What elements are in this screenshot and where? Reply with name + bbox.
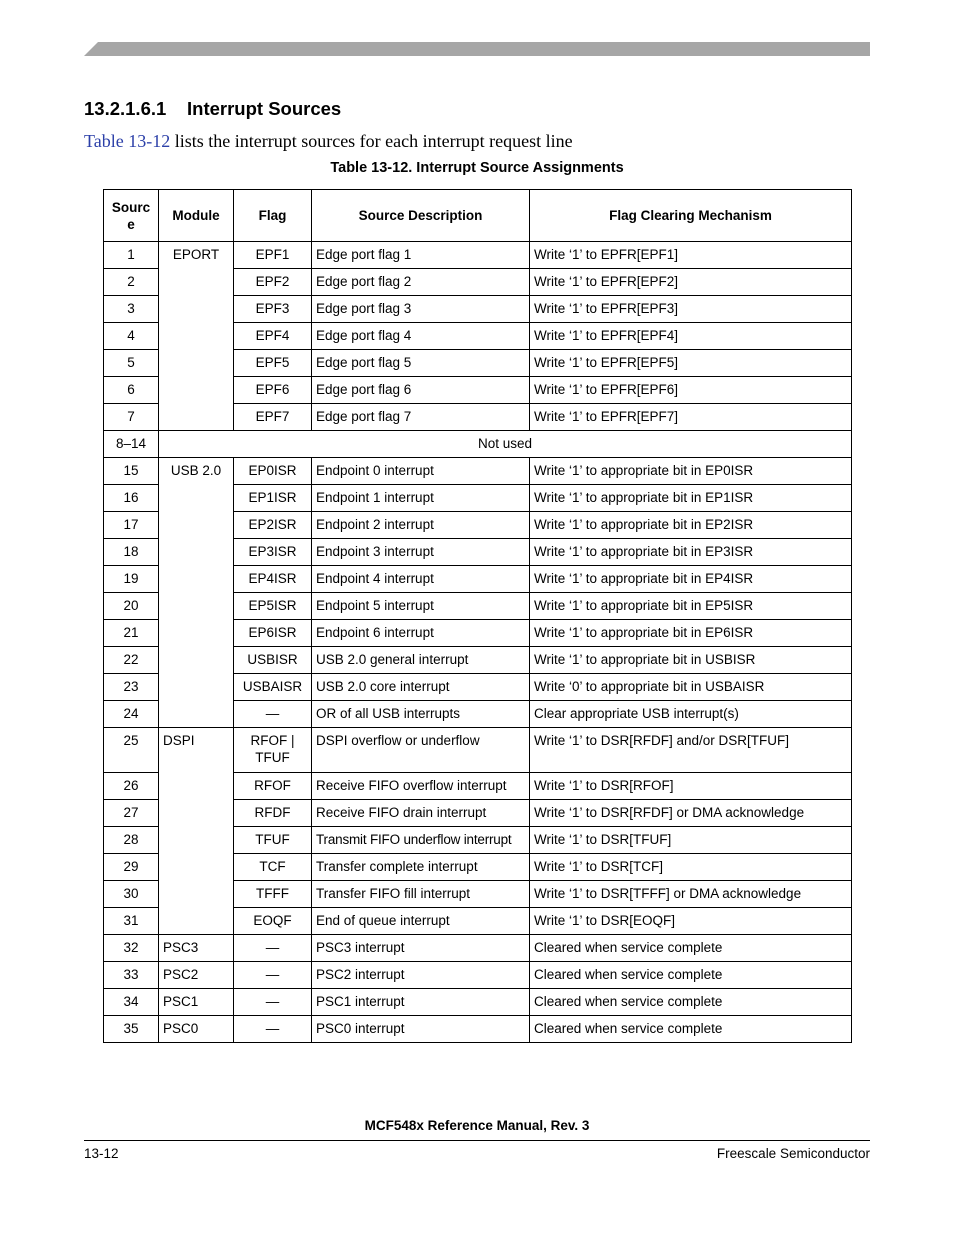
flag-cell: TFFF <box>234 881 312 908</box>
header-clearing: Flag Clearing Mechanism <box>530 190 852 242</box>
table-row <box>104 962 852 989</box>
source-cell: 21 <box>104 620 159 647</box>
description-cell: Endpoint 3 interrupt <box>312 539 530 566</box>
table-row <box>104 1016 852 1043</box>
description-cell: PSC3 interrupt <box>312 935 530 962</box>
footer-manual-title: MCF548x Reference Manual, Rev. 3 <box>364 1118 590 1133</box>
description-cell: Edge port flag 6 <box>312 377 530 404</box>
clearing-cell: Write ‘1’ to EPFR[EPF4] <box>530 323 852 350</box>
flag-cell: EOQF <box>234 908 312 935</box>
flag-cell: EPF2 <box>234 269 312 296</box>
flag-cell: EPF5 <box>234 350 312 377</box>
source-cell: 22 <box>104 647 159 674</box>
not-used-cell: Not used <box>159 431 852 458</box>
source-cell: 25 <box>104 728 159 773</box>
flag-cell: EP0ISR <box>234 458 312 485</box>
flag-cell: USBISR <box>234 647 312 674</box>
source-cell: 27 <box>104 800 159 827</box>
description-cell: OR of all USB interrupts <box>312 701 530 728</box>
clearing-cell: Write ‘1’ to DSR[RFOF] <box>530 773 852 800</box>
source-cell: 19 <box>104 566 159 593</box>
clearing-cell: Write ‘0’ to appropriate bit in USBAISR <box>530 674 852 701</box>
source-cell: 15 <box>104 458 159 485</box>
clearing-cell: Write ‘1’ to appropriate bit in USBISR <box>530 647 852 674</box>
header-description: Source Description <box>312 190 530 242</box>
description-cell: USB 2.0 general interrupt <box>312 647 530 674</box>
flag-cell: USBAISR <box>234 674 312 701</box>
flag-cell: — <box>234 962 312 989</box>
source-cell: 4 <box>104 323 159 350</box>
source-cell: 1 <box>104 242 159 269</box>
source-cell: 35 <box>104 1016 159 1043</box>
flag-cell: TFUF <box>234 827 312 854</box>
flag-cell: RFOF <box>234 773 312 800</box>
section-title: Interrupt Sources <box>187 98 342 119</box>
table-row <box>104 989 852 1016</box>
flag-cell: EP3ISR <box>234 539 312 566</box>
table-header-row <box>104 190 852 242</box>
clearing-cell: Write ‘1’ to EPFR[EPF1] <box>530 242 852 269</box>
section-heading <box>84 98 341 120</box>
description-cell: Transmit FIFO underflow interrupt <box>312 827 530 854</box>
module-cell: USB 2.0 <box>159 458 234 728</box>
clearing-cell: Write ‘1’ to DSR[TCF] <box>530 854 852 881</box>
source-cell: 26 <box>104 773 159 800</box>
intro-paragraph <box>84 131 573 152</box>
source-cell: 5 <box>104 350 159 377</box>
table-title: Table 13-12. Interrupt Source Assignments <box>330 160 624 176</box>
flag-cell: EPF7 <box>234 404 312 431</box>
description-cell: Edge port flag 5 <box>312 350 530 377</box>
description-cell: USB 2.0 core interrupt <box>312 674 530 701</box>
source-cell: 2 <box>104 269 159 296</box>
flag-cell: RFDF <box>234 800 312 827</box>
source-cell: 20 <box>104 593 159 620</box>
header-source: Sourc e <box>104 190 159 242</box>
flag-cell: — <box>234 1016 312 1043</box>
header-flag: Flag <box>234 190 312 242</box>
description-cell: Edge port flag 4 <box>312 323 530 350</box>
intro-text: lists the interrupt sources for each interrupt request line <box>170 131 573 151</box>
clearing-cell: Write ‘1’ to EPFR[EPF3] <box>530 296 852 323</box>
source-cell: 18 <box>104 539 159 566</box>
description-cell: End of queue interrupt <box>312 908 530 935</box>
company-name: Freescale Semiconductor <box>716 1146 870 1161</box>
clearing-cell: Write ‘1’ to appropriate bit in EP4ISR <box>530 566 852 593</box>
clearing-cell: Write ‘1’ to DSR[RFDF] or DMA acknowledge <box>530 800 852 827</box>
module-cell: EPORT <box>159 242 234 431</box>
table-row <box>104 935 852 962</box>
flag-cell: EP6ISR <box>234 620 312 647</box>
module-cell: PSC3 <box>159 935 234 962</box>
description-cell: Transfer FIFO fill interrupt <box>312 881 530 908</box>
clearing-cell: Write ‘1’ to DSR[TFFF] or DMA acknowledge <box>530 881 852 908</box>
description-cell: Endpoint 1 interrupt <box>312 485 530 512</box>
description-cell: PSC0 interrupt <box>312 1016 530 1043</box>
table-row <box>104 458 852 485</box>
flag-cell: EP4ISR <box>234 566 312 593</box>
clearing-cell: Write ‘1’ to appropriate bit in EP5ISR <box>530 593 852 620</box>
clearing-cell: Write ‘1’ to EPFR[EPF6] <box>530 377 852 404</box>
description-cell: DSPI overflow or underflow <box>312 728 530 773</box>
flag-cell: EP5ISR <box>234 593 312 620</box>
clearing-cell: Write ‘1’ to appropriate bit in EP2ISR <box>530 512 852 539</box>
table-row <box>104 242 852 269</box>
description-cell: Edge port flag 3 <box>312 296 530 323</box>
source-cell: 30 <box>104 881 159 908</box>
module-cell: PSC1 <box>159 989 234 1016</box>
clearing-cell: Write ‘1’ to appropriate bit in EP3ISR <box>530 539 852 566</box>
source-cell: 29 <box>104 854 159 881</box>
description-cell: PSC2 interrupt <box>312 962 530 989</box>
flag-cell: — <box>234 935 312 962</box>
flag-cell: RFOF | TFUF <box>234 728 312 773</box>
source-cell: 23 <box>104 674 159 701</box>
source-cell: 8–14 <box>104 431 159 458</box>
flag-cell: — <box>234 701 312 728</box>
description-cell: Edge port flag 1 <box>312 242 530 269</box>
interrupt-source-table <box>103 189 852 1043</box>
clearing-cell: Write ‘1’ to EPFR[EPF2] <box>530 269 852 296</box>
description-cell: Endpoint 5 interrupt <box>312 593 530 620</box>
header-bar-shape <box>84 42 870 56</box>
clearing-cell: Write ‘1’ to EPFR[EPF5] <box>530 350 852 377</box>
source-cell: 3 <box>104 296 159 323</box>
clearing-cell: Write ‘1’ to appropriate bit in EP0ISR <box>530 458 852 485</box>
source-cell: 16 <box>104 485 159 512</box>
source-cell: 32 <box>104 935 159 962</box>
description-cell: PSC1 interrupt <box>312 989 530 1016</box>
description-cell: Endpoint 6 interrupt <box>312 620 530 647</box>
source-cell: 33 <box>104 962 159 989</box>
page-number: 13-12 <box>84 1146 119 1161</box>
flag-cell: EPF6 <box>234 377 312 404</box>
source-cell: 34 <box>104 989 159 1016</box>
flag-cell: — <box>234 989 312 1016</box>
clearing-cell: Write ‘1’ to appropriate bit in EP1ISR <box>530 485 852 512</box>
clearing-cell: Cleared when service complete <box>530 962 852 989</box>
table-row <box>104 728 852 773</box>
source-cell: 6 <box>104 377 159 404</box>
description-cell: Receive FIFO overflow interrupt <box>312 773 530 800</box>
clearing-cell: Write ‘1’ to DSR[TFUF] <box>530 827 852 854</box>
clearing-cell: Write ‘1’ to EPFR[EPF7] <box>530 404 852 431</box>
flag-cell: TCF <box>234 854 312 881</box>
description-cell: Endpoint 4 interrupt <box>312 566 530 593</box>
flag-cell: EP2ISR <box>234 512 312 539</box>
clearing-cell: Cleared when service complete <box>530 989 852 1016</box>
source-cell: 17 <box>104 512 159 539</box>
table-row-not-used <box>104 431 852 458</box>
module-cell: DSPI <box>159 728 234 935</box>
clearing-cell: Write ‘1’ to DSR[EOQF] <box>530 908 852 935</box>
source-cell: 28 <box>104 827 159 854</box>
header-module: Module <box>159 190 234 242</box>
clearing-cell: Clear appropriate USB interrupt(s) <box>530 701 852 728</box>
module-cell: PSC0 <box>159 1016 234 1043</box>
source-cell: 31 <box>104 908 159 935</box>
description-cell: Edge port flag 7 <box>312 404 530 431</box>
footer-divider <box>84 1140 870 1141</box>
flag-cell: EPF3 <box>234 296 312 323</box>
flag-cell: EP1ISR <box>234 485 312 512</box>
clearing-cell: Cleared when service complete <box>530 1016 852 1043</box>
section-number: 13.2.1.6.1 <box>84 98 167 119</box>
description-cell: Transfer complete interrupt <box>312 854 530 881</box>
description-cell: Endpoint 2 interrupt <box>312 512 530 539</box>
clearing-cell: Cleared when service complete <box>530 935 852 962</box>
table-reference-link[interactable]: Table 13-12 <box>84 131 171 151</box>
header-bar <box>84 42 870 56</box>
source-cell: 24 <box>104 701 159 728</box>
description-cell: Receive FIFO drain interrupt <box>312 800 530 827</box>
flag-cell: EPF1 <box>234 242 312 269</box>
description-cell: Endpoint 0 interrupt <box>312 458 530 485</box>
clearing-cell: Write ‘1’ to appropriate bit in EP6ISR <box>530 620 852 647</box>
module-cell: PSC2 <box>159 962 234 989</box>
source-cell: 7 <box>104 404 159 431</box>
flag-cell: EPF4 <box>234 323 312 350</box>
description-cell: Edge port flag 2 <box>312 269 530 296</box>
clearing-cell: Write ‘1’ to DSR[RFDF] and/or DSR[TFUF] <box>530 728 852 773</box>
